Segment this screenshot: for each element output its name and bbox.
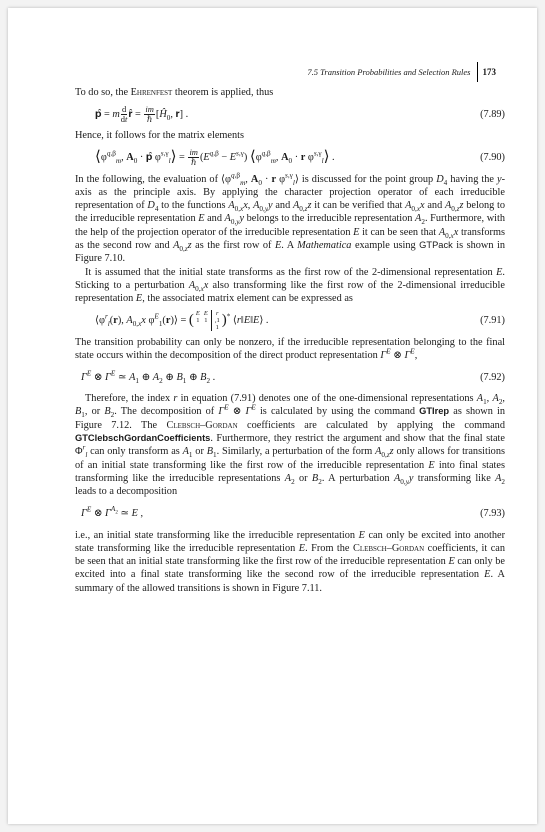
equation-7-93: $\Gamma^E$ ⊗ $\Gamma^{A_2}$ ≃ E , (7.93) [81,505,505,519]
paragraph-7: i.e., an initial state transforming like the irreducible representation E can only be excited into another state transforming like the irreducible representation E. From the Clebsch–Gordan coefficients, it can be seen that an initial state transforming like the first row of the irreducible representation E can only be excited into a final state transforming like the second row of the irreducible representation E. A summary of the allowed transitions is shown in Figure 7.11. [75,529,506,594]
header-divider [477,62,478,82]
paragraph-5: The transition probability can only be nonzero, if the irreducible representation belonging to the final state occurs within the decomposition of the direct product representation $\Gamma^E$ ⊗ $\Gamma^E$, [75,336,505,361]
paragraph-6: Therefore, the index r in equation (7.91) denotes one of the one-dimensional representations $A_1$, $A_2$, $B_1$, or $B_2$. The decomposition of $\Gamma^E$ ⊗ $\Gamma^E$ is calculated by using the command GTIrep as shown in Figure 7.12. The Clebsch–Gordan coefficients are calculated by applying the command GTClebschGordanCoefficients. Furthermore, they restrict the argument and show that the final state $\Phi^r_l$ can only transform as $A_1$ or $B_1$. Similarly, a perturbation of the form $A_{0,z}z$ only allows for transitions of an initial state transforming like the first row of the irreducible representation E into final states transforming like the irreducible representations $A_2$ or $B_2$. A perturbation $A_{0,y}y$ transforming like $A_2$ leads to a decomposition [75,393,505,498]
equation-number: (7.92) [480,371,505,383]
page-number: 173 [482,67,496,77]
document-page [8,8,537,824]
equation-number: (7.93) [480,507,505,519]
paragraph-1: To do so, the Ehrenfest theorem is applied, thus [75,87,274,98]
paragraph-2: Hence, it follows for the matrix elements [75,130,244,142]
equation-7-92: $\Gamma^E$ ⊗ $\Gamma^E$ ≃ $A_1$ ⊕ $A_2$ ⊕ $B_1$ ⊕ $B_2$ . (7.92) [81,369,505,385]
paragraph-4: It is assumed that the initial state transforms as the first row of the 2-dimensional representation E. Sticking to a perturbation $A_{0,x}x$ also transforming like the first row of the 2-dimensional irreducible representation E, the associated matrix element can be expressed as [75,266,505,305]
paragraph-3: In the following, the evaluation of $⟨\varphi^{q,\beta}_m$, $A_0 \cdot r$ $\varphi^{s,\gamma}_l⟩$ is discussed for the point group $D_4$ having the y-axis as the principle axis. By applying the character projection operator of each irreducible representation of $D_4$ to the functions $A_{0,x}x$, $A_{0,y}y$ and $A_{0,z}z$ it can be verified that $A_{0,x}x$ and $A_{0,z}z$ belong to the irreducible representation E and $A_{0,y}y$ belongs to the irreducible representation $A_2$. Furthermore, with the help of the projection operator of the irreducible representation E it can be seen that $A_{0,x}x$ transforms as the second row and $A_{0,z}z$ as the first row of E. A Mathematica example using GTPack is shown in Figure 7.10. [75,171,506,265]
main-text [75,86,505,595]
equation-number: (7.91) [480,314,505,326]
equation-number: (7.89) [480,108,505,120]
equation-number: (7.90) [480,151,505,163]
equation-7-89: 𝐩̂ = m $\frac{d}{dt}$ 𝐫̂ = $\frac{im}{\text{ℏ}}$ [$Ĥ_0$, 𝐫] . (7.89) [95,103,505,124]
running-header [307,62,496,82]
equation-7-91: $⟨\varphi^r_l(r)$, $A_{0,x}x$ $\varphi^E_1(r)⟩$ = ( E 1 E 1 r ,1 1 )* ⟨r‖E‖E⟩ . (7.91) [95,310,505,332]
section-title: 7.5 Transition Probabilities and Selection Rules [307,67,471,77]
equation-7-90: $⟨\varphi^{q,\beta}_m$, $A_0$ · 𝐩̂ $\varphi^{s,\gamma}_l⟩$ = $\frac{im}{\text{ℏ}}$ $(E^{q,\beta} - E^{s,\gamma})$ $⟨\varphi^{q,\beta}_m$, $A_0 \cdot r$ $\varphi^{s,\gamma}_l⟩$ . (7.90) [95,147,505,168]
